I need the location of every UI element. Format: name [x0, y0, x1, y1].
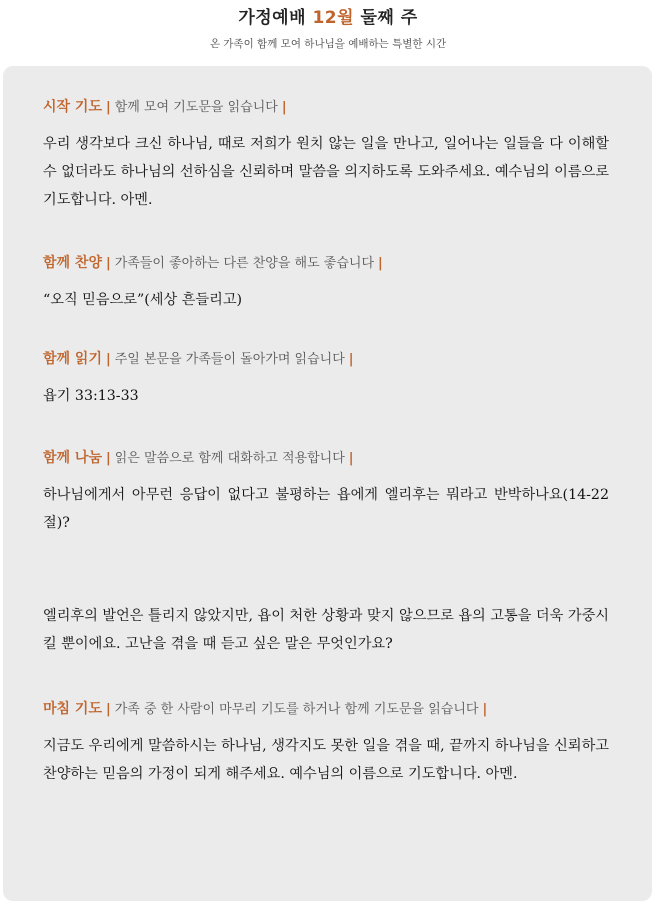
divider-bar: |	[105, 702, 111, 717]
section-note: 가족들이 좋아하는 다른 찬양을 해도 좋습니다	[114, 256, 374, 271]
page-title	[0, 3, 656, 28]
section-note: 주일 본문을 가족들이 돌아가며 읽습니다	[114, 352, 345, 367]
divider-bar: |	[105, 352, 111, 367]
section-label: 마침 기도	[43, 701, 102, 717]
section-question-2: 엘리후의 발언은 틀리지 않았지만, 욥이 처한 상황과 맞지 않으므로 욥의 고통을 더욱 가중시킬 뿐이에요. 고난을 겪을 때 듣고 싶은 말은 무엇인가요?	[43, 608, 609, 652]
section-sharing-2	[43, 602, 609, 658]
section-reading	[43, 350, 609, 410]
section-note: 가족 중 한 사람이 마무리 기도를 하거나 함께 기도문을 읽습니다	[114, 702, 479, 717]
section-note: 함께 모여 기도문을 읽습니다	[114, 100, 278, 115]
section-opening-prayer	[43, 98, 609, 214]
section-sharing	[43, 449, 609, 537]
divider-bar: |	[348, 451, 354, 466]
divider-bar: |	[105, 256, 111, 271]
section-note: 읽은 말씀으로 함께 대화하고 적용합니다	[114, 451, 345, 466]
divider-bar: |	[105, 100, 111, 115]
section-heading	[43, 700, 609, 719]
section-closing-prayer	[43, 700, 609, 788]
title-week: 둘째 주	[360, 8, 418, 28]
section-text: 우리 생각보다 크신 하나님, 때로 저희가 원치 않는 일을 만나고, 일어나는 일들을 다 이해할 수 없더라도 하나님의 선하심을 신뢰하며 말씀을 의지하도록 도와주세요. 예수님의 이름으로 기도합니다. 아멘.	[43, 136, 609, 208]
section-text: 지금도 우리에게 말씀하시는 하나님, 생각지도 못한 일을 겪을 때, 끝까지 하나님을 신뢰하고 찬양하는 믿음의 가정이 되게 해주세요. 예수님의 이름으로 기도합니다. 아멘.	[43, 738, 609, 782]
section-heading	[43, 449, 609, 468]
section-question-1: 하나님에게서 아무런 응답이 없다고 불평하는 욥에게 엘리후는 뭐라고 반박하나요(14-22절)?	[43, 487, 609, 531]
title-month: 12월	[312, 8, 355, 28]
divider-bar: |	[281, 100, 287, 115]
page-subtitle: 온 가족이 함께 모여 하나님을 예배하는 특별한 시간	[209, 38, 447, 50]
divider-bar: |	[482, 702, 488, 717]
title-main: 가정예배	[238, 8, 307, 28]
page-header	[0, 0, 656, 62]
divider-bar: |	[348, 352, 354, 367]
section-label: 시작 기도	[43, 99, 102, 115]
section-label: 함께 읽기	[43, 351, 102, 367]
section-text: 욥기 33:13-33	[43, 388, 139, 404]
section-heading	[43, 254, 609, 273]
section-text: “오직 믿음으로”(세상 흔들리고)	[43, 292, 243, 308]
divider-bar: |	[105, 451, 111, 466]
section-heading	[43, 350, 609, 369]
section-heading	[43, 98, 609, 117]
section-praise	[43, 254, 609, 314]
divider-bar: |	[378, 256, 383, 271]
section-label: 함께 나눔	[43, 450, 102, 466]
section-label: 함께 찬양	[43, 255, 102, 271]
